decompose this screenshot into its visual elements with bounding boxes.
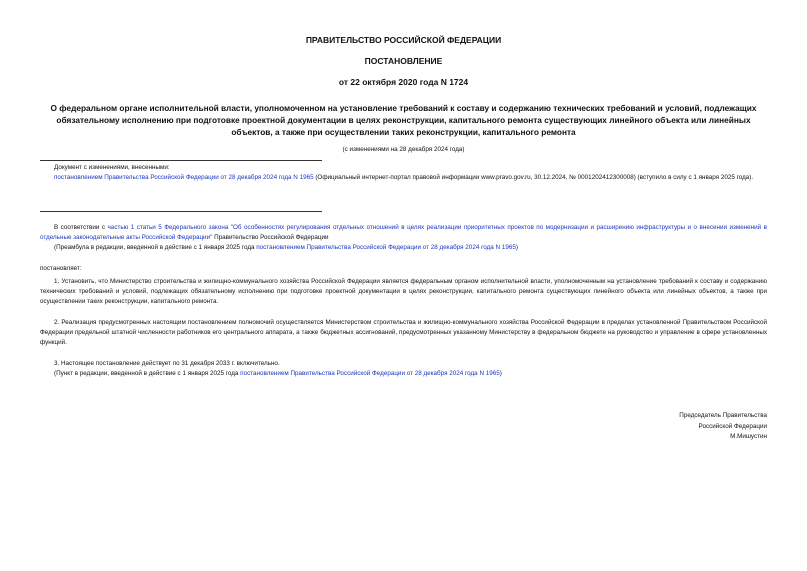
document-date-number: от 22 октября 2020 года N 1724 xyxy=(338,77,469,87)
preamble-note xyxy=(54,243,766,253)
changes-block xyxy=(54,163,766,183)
item-3: 3. Настоящее постановление действует по 31 декабря 2033 г. включительно. xyxy=(54,360,280,367)
amendment-link[interactable]: постановлением Правительства Российской Федерации от 28 декабря 2024 года N 1965 xyxy=(54,174,314,182)
preamble-note-suffix: ) xyxy=(515,244,518,251)
document-type: ПОСТАНОВЛЕНИЕ xyxy=(364,56,443,66)
divider-bottom xyxy=(40,211,322,212)
signature-block xyxy=(679,411,767,443)
changes-body xyxy=(40,173,766,183)
revision-note: (с изменениями на 28 декабря 2024 года) xyxy=(342,146,465,153)
decree-word: постановляет: xyxy=(40,265,82,272)
signature-name: М.Мишустин xyxy=(730,433,767,441)
item-3-note-suffix: ) xyxy=(499,370,502,377)
government-heading: ПРАВИТЕЛЬСТВО РОССИЙСКОЙ ФЕДЕРАЦИИ xyxy=(305,35,502,45)
preamble-prefix: В соответствии с xyxy=(54,224,108,231)
changes-text: (Официальный интернет-портал правовой информации www.pravo.gov.ru, 30.12.2024, № 0001202412300008) (вступило в силу с 1 января 2025 года). xyxy=(313,174,754,182)
divider-top xyxy=(40,160,322,161)
preamble-suffix: Правительство Российской Федерации xyxy=(212,234,329,242)
law-link[interactable]: частью 1 статьи 5 Федерального закона "Об особенностях регулирования отдельных отношений в целях реализации приоритетных проектов по модернизации и расширению инфраструктуры и о внесении изменений в отдельные законодательные акты Российской Федерации" xyxy=(40,224,767,242)
document-title: О федеральном органе исполнительной власти, уполномоченном на установление требований к составу и содержанию технических требований и условий, подлежащих обязательному исполнению при подготовке проектной документации в целях реконструкции, капитального ремонта существующих линейного объекта или линейных объектов, а также при осуществлении таких реконструкции, капитального ремонта xyxy=(50,103,757,138)
preamble xyxy=(40,223,767,243)
item-3-note xyxy=(54,369,766,379)
changes-heading: Документ с изменениями, внесенными: xyxy=(54,164,170,171)
item-1: 1. Установить, что Министерство строительства и жилищно-коммунального хозяйства Российской Федерации является федеральным органом исполнительной власти, уполномоченным на установление требований к составу и содержанию технических требований и условий, подлежащих обязательному исполнению при подготовке проектной документации в целях реконструкции, капитального ремонта существующих линейного объекта или линейных объектов, а также при осуществлении таких реконструкции, капитального ремонта. xyxy=(40,278,767,306)
item-3-amendment-link[interactable]: постановлением Правительства Российской Федерации от 28 декабря 2024 года N 1965 xyxy=(240,370,500,377)
item-3-note-prefix: (Пункт в редакции, введенной в действие с 1 января 2025 года xyxy=(54,370,241,377)
item-2: 2. Реализация предусмотренных настоящим постановлением полномочий осуществляется Министерством строительства и жилищно-коммунального хозяйства Российской Федерации в пределах установленной Правительством Российской Федерации предельной штатной численности работников его центрального аппарата, а также бюджетных ассигнований, предусмотренных указанному Министерству в федеральном бюджете на руководство и управление в сфере установленных функций. xyxy=(40,319,767,347)
preamble-amendment-link[interactable]: постановлением Правительства Российской Федерации от 28 декабря 2024 года N 1965 xyxy=(256,244,516,251)
signature-position: Председатель Правительства xyxy=(679,412,767,419)
preamble-note-prefix: (Преамбула в редакции, введенной в действие с 1 января 2025 года xyxy=(54,244,257,251)
signature-organization: Российской Федерации xyxy=(698,422,767,430)
